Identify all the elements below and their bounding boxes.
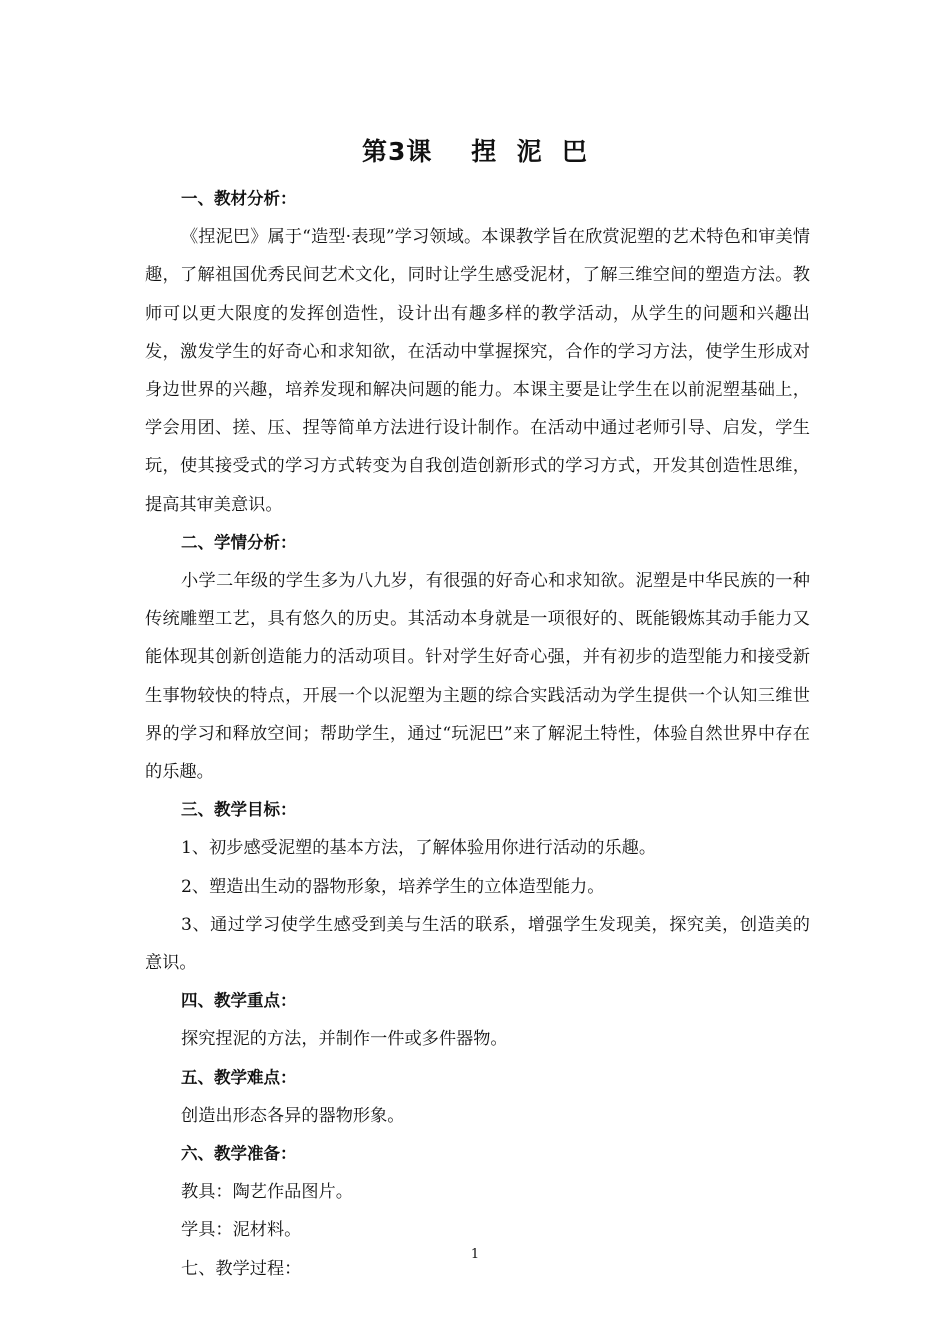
teaching-goal-item: 2、塑造出生动的器物形象，培养学生的立体造型能力。 xyxy=(181,876,605,897)
section-heading-student-analysis: 二、学情分析： xyxy=(181,532,297,552)
section-heading-teaching-goals: 三、教学目标： xyxy=(181,800,297,820)
key-points-text: 探究捏泥的方法，并制作一件或多件器物。 xyxy=(181,1029,508,1050)
section-heading-preparation: 六、教学准备： xyxy=(181,1144,297,1164)
section-heading-process: 七、教学过程： xyxy=(181,1258,302,1279)
page-number: 1 xyxy=(470,1247,480,1262)
section-heading-key-points: 四、教学重点： xyxy=(181,991,297,1011)
section-heading-material-analysis: 一、教材分析： xyxy=(181,189,297,208)
student-analysis-paragraph: 小学二年级的学生多为八九岁，有很强的好奇心和求知欲。泥塑是中华民族的一种传统雕塑工艺，具有悠久的历史。其活动本身就是一项很好的、既能锻炼其动手能力又能体现其创新创造能力的活动项目。针对学生好奇心强，并有初步的造型能力和接受新生事物较快的特点，开展一个以泥塑为主题的综合实践活动为学生提供一个认知三维世界的学习和释放空间；帮助学生，通过“玩泥巴”来了解泥土特性，体验自然世界中存在的乐趣。 xyxy=(145,571,810,783)
page-title: 第3课 捏 泥 巴 xyxy=(361,137,589,166)
difficulties-text: 创造出形态各异的器物形象。 xyxy=(181,1105,405,1126)
teaching-goal-item: 1、初步感受泥塑的基本方法，了解体验用你进行活动的乐趣。 xyxy=(181,838,657,859)
material-analysis-paragraph: 《捏泥巴》属于“造型·表现”学习领域。本课教学旨在欣赏泥塑的艺术特色和审美情趣，了解祖国优秀民间艺术文化，同时让学生感受泥材，了解三维空间的塑造方法。教师可以更大限度的发挥创造性，设计出有趣多样的教学活动，从学生的问题和兴趣出发，激发学生的好奇心和求知欲，在活动中掌握探究，合作的学习方法，使学生形成对身边世界的兴趣，培养发现和解决问题的能力。本课主要是让学生在以前泥塑基础上，学会用团、搓、压、捏等简单方法进行设计制作。在活动中通过老师引导、启发，学生玩，使其接受式的学习方式转变为自我创造创新形式的学习方式，开发其创造性思维，提高其审美意识。 xyxy=(145,227,810,515)
document-body xyxy=(145,180,810,1288)
teaching-goal-item: 3、通过学习使学生感受到美与生活的联系，增强学生发现美，探究美，创造美的意识。 xyxy=(145,914,810,974)
preparation-item: 教具：陶艺作品图片。 xyxy=(181,1182,353,1203)
preparation-item: 学具：泥材料。 xyxy=(181,1220,302,1241)
section-heading-difficulties: 五、教学难点： xyxy=(181,1067,297,1087)
